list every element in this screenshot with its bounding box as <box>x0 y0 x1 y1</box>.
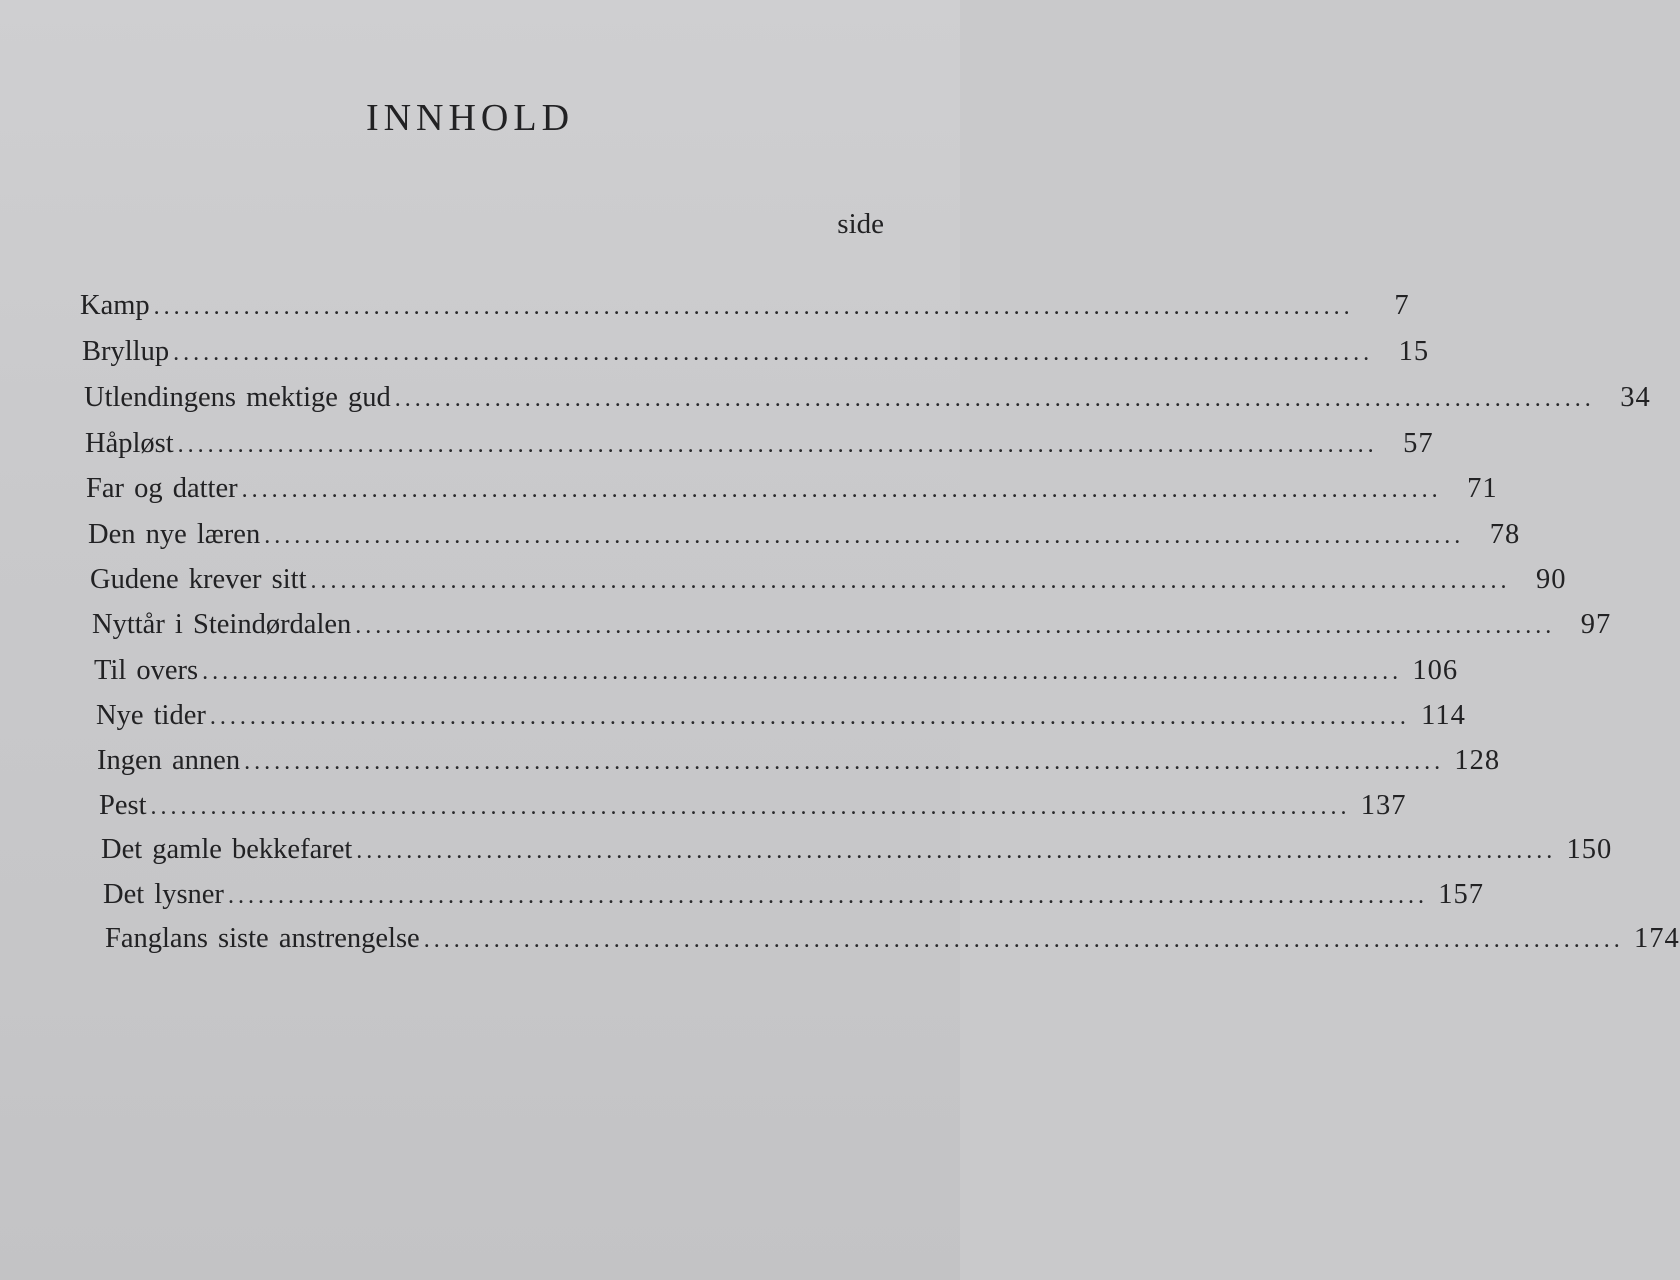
dot-leader: ........................................................................................................................ <box>394 386 1595 412</box>
toc-entry <box>88 519 1521 550</box>
toc-entry-title: Fanglans siste anstrengelse <box>105 923 420 954</box>
dot-leader: ........................................................................................................................ <box>310 568 1511 594</box>
toc-entry <box>86 473 1498 504</box>
dot-leader: ........................................................................................................................ <box>153 294 1354 320</box>
page-title: INNHOLD <box>365 97 575 139</box>
toc-entry-page: 128 <box>1454 745 1501 776</box>
toc-entry-title: Pest <box>99 790 147 821</box>
toc-entry-title: Far og datter <box>86 473 238 504</box>
toc-entry-title: Utlendingens mektige gud <box>84 382 391 413</box>
page-column-label: side <box>837 208 884 240</box>
dot-leader: ........................................................................................................................ <box>423 927 1624 953</box>
dot-leader: ........................................................................................................................ <box>177 432 1378 458</box>
toc-entry <box>105 923 1680 954</box>
toc-entry <box>84 382 1651 413</box>
toc-entry <box>90 564 1567 595</box>
toc-entry-page: 78 <box>1489 519 1521 550</box>
toc-entry-page: 97 <box>1580 609 1612 640</box>
toc-entry-page: 106 <box>1412 655 1459 686</box>
toc-entry <box>103 879 1484 910</box>
toc-entry-page: 57 <box>1403 428 1434 459</box>
toc-entry-page: 71 <box>1467 473 1498 504</box>
dot-leader: ........................................................................................................................ <box>356 838 1557 864</box>
toc-entry-title: Håpløst <box>85 428 174 459</box>
toc-entry-page: 150 <box>1566 834 1613 865</box>
toc-entry <box>82 336 1430 367</box>
toc-entry-title: Det gamle bekkefaret <box>101 834 353 865</box>
toc-entry <box>96 700 1466 731</box>
dot-leader: ........................................................................................................................ <box>173 340 1374 366</box>
dot-leader: ........................................................................................................................ <box>264 523 1465 549</box>
toc-entry <box>101 834 1613 865</box>
dot-leader: ........................................................................................................................ <box>202 659 1403 685</box>
toc-entry <box>99 790 1407 821</box>
toc-entry-title: Det lysner <box>103 879 224 910</box>
toc-entry-title: Ingen annen <box>97 745 241 776</box>
toc-entry-title: Gudene krever sitt <box>90 564 307 595</box>
toc-entry <box>85 428 1434 459</box>
toc-entry <box>92 609 1612 640</box>
toc-entry-page: 137 <box>1360 790 1407 821</box>
dot-leader: ........................................................................................................................ <box>227 883 1428 909</box>
toc-entry <box>97 745 1501 776</box>
toc-entry-title: Nye tider <box>96 700 206 731</box>
dot-leader: ........................................................................................................................ <box>244 749 1445 775</box>
toc-entry-page: 34 <box>1620 382 1651 413</box>
toc-entry-title: Nyttår i Steindørdalen <box>92 609 352 640</box>
toc-entry-page: 90 <box>1536 564 1567 595</box>
dot-leader: ........................................................................................................................ <box>150 794 1351 820</box>
toc-entry-page: 114 <box>1421 700 1466 731</box>
dot-leader: ........................................................................................................................ <box>209 704 1410 730</box>
toc-entry-title: Den nye læren <box>88 519 261 550</box>
toc-entry <box>80 290 1410 321</box>
toc-entry-title: Kamp <box>80 290 150 321</box>
toc-entry-page: 174 <box>1633 923 1680 954</box>
dot-leader: ........................................................................................................................ <box>355 613 1556 639</box>
toc-entry-page: 15 <box>1398 336 1430 367</box>
toc-entry-page: 157 <box>1438 879 1484 910</box>
toc-entry <box>94 655 1459 686</box>
dot-leader: ........................................................................................................................ <box>241 477 1442 503</box>
toc-entry-page: 7 <box>1394 290 1410 321</box>
toc-entry-title: Til overs <box>94 655 199 686</box>
toc-entry-title: Bryllup <box>82 336 170 367</box>
